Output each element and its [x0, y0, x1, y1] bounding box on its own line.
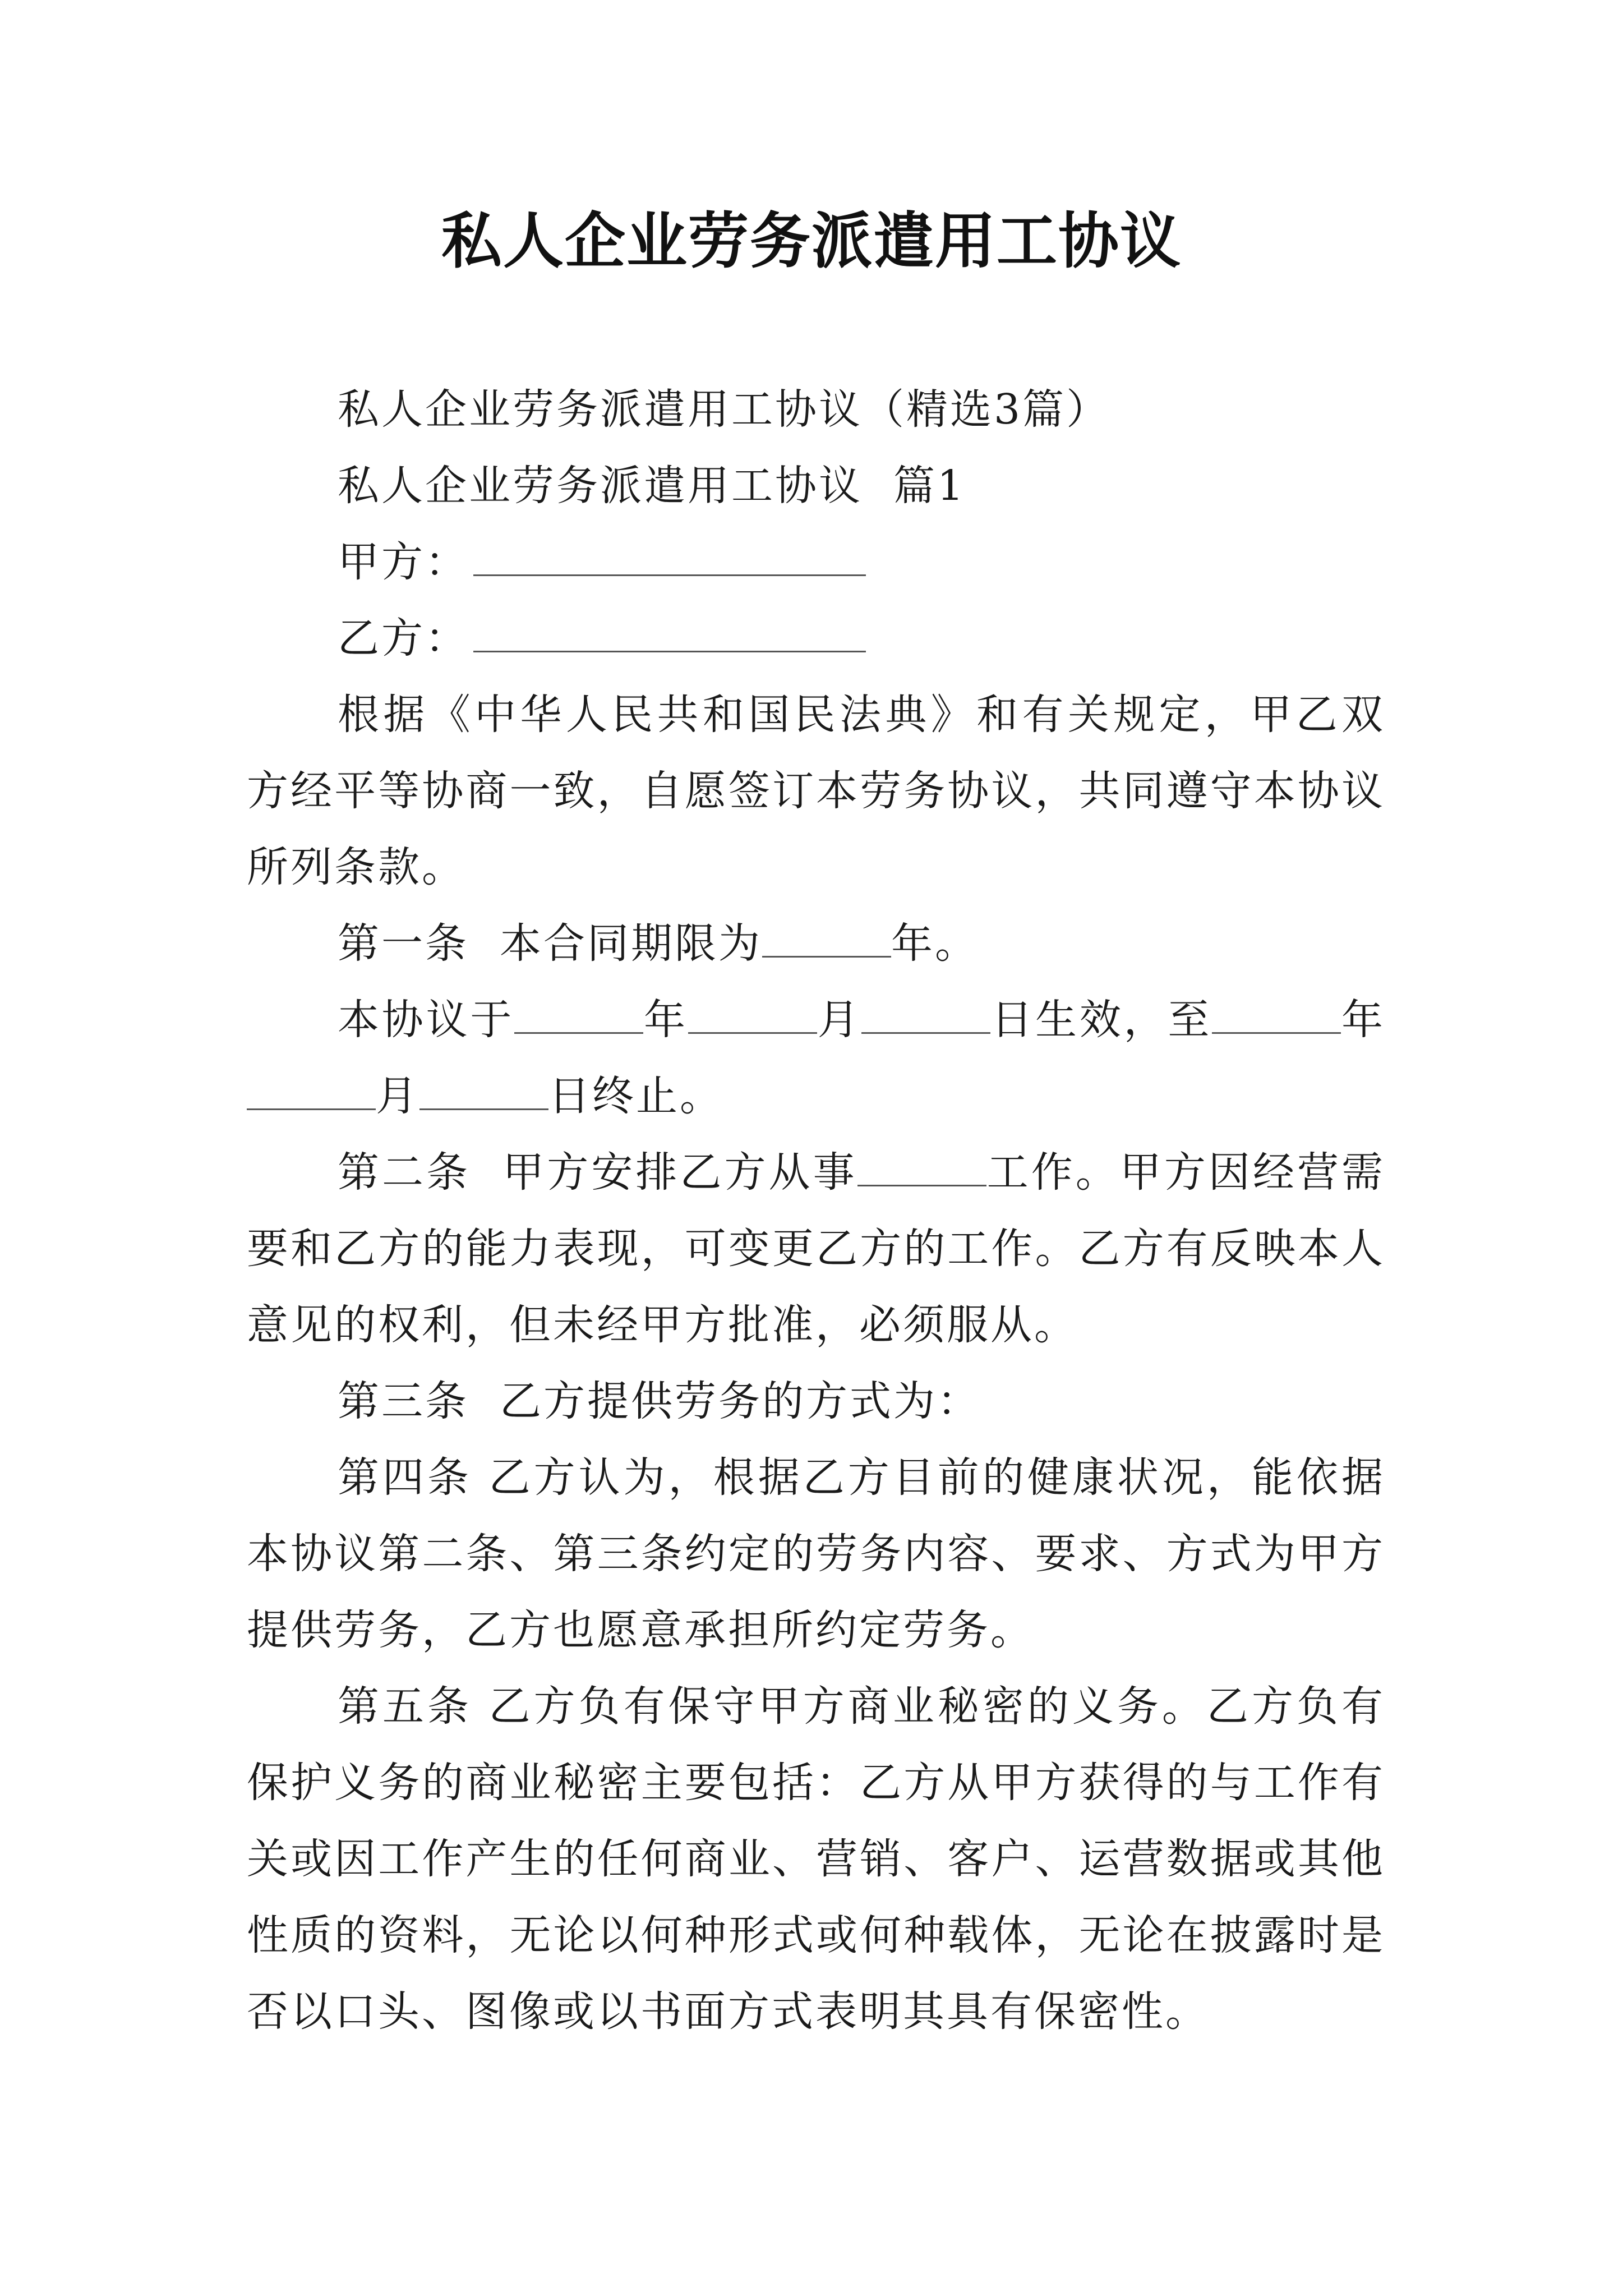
section-heading: 私人企业劳务派遣用工协议 篇1 [338, 462, 966, 510]
job-type-blank[interactable] [857, 1149, 986, 1186]
article-3: 第三条 乙方提供劳务的方式为： [338, 1377, 981, 1425]
article-2: 第二条 甲方安排乙方从事 工作。甲方因经营需要和乙方的能力表现，可变更乙方的工作。乙方有反映本人意见的权利，但未经甲方批准，必须服从。 [247, 1148, 1385, 1349]
start-year-blank[interactable] [514, 996, 643, 1034]
end-day-blank[interactable] [419, 1073, 548, 1110]
party-b-line: 乙方： [247, 600, 1385, 677]
start-day-blank[interactable] [861, 996, 990, 1034]
party-b-blank[interactable] [473, 615, 866, 652]
article-1-effective: 本协议于 年 月 日生效，至 年月 日终止。 [247, 982, 1385, 1134]
article-4: 第四条 乙方认为，根据乙方目前的健康状况，能依据本协议第二条、第三条约定的劳务内容、要求、方式为甲方提供劳务，乙方也愿意承担所约定劳务。 [247, 1453, 1385, 1654]
term-years-blank[interactable] [762, 920, 891, 958]
article-1: 第一条 本合同期限为 年。 [338, 919, 979, 968]
party-a-blank[interactable] [473, 539, 866, 576]
document-title: 私人企业劳务派遣用工协议 [441, 206, 1182, 277]
end-month-blank[interactable] [247, 1073, 376, 1110]
subtitle: 私人企业劳务派遣用工协议（精选3篇） [338, 385, 1110, 434]
intro-paragraph: 根据《中华人民共和国民法典》和有关规定，甲乙双方经平等协商一致，自愿签订本劳务协议，共同遵守本协议所列条款。 [247, 691, 1385, 891]
article-5: 第五条 乙方负有保守甲方商业秘密的义务。乙方负有保护义务的商业秘密主要包括：乙方从甲方获得的与工作有关或因工作产生的任何商业、营销、客户、运营数据或其他性质的资料，无论以何种形式或何种载体，无论在披露时是否以口头、图像或以书面方式表明其具有保密性。 [247, 1682, 1385, 2036]
end-year-blank[interactable] [1212, 996, 1341, 1034]
document-body [247, 371, 1385, 2050]
party-a-line: 甲方： [247, 524, 1385, 600]
start-month-blank[interactable] [688, 996, 817, 1034]
